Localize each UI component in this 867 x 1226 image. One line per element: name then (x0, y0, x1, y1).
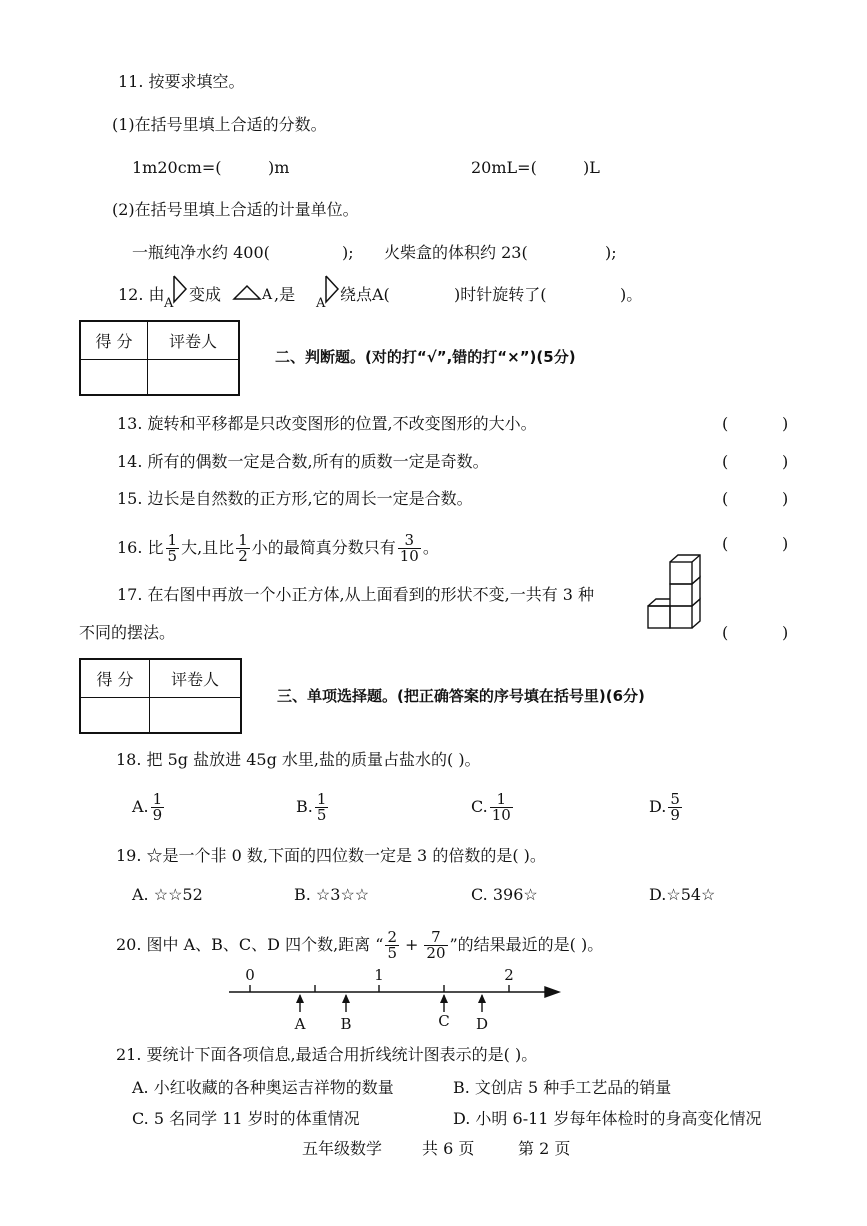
q20-text: 20. 图中 A、B、C、D 四个数,距离 “ $\frac{2}{5}$ + $\frac{7}{20}$ ”的结果最近的是( )。 (116, 928, 604, 962)
q12-point-label-1: A (164, 296, 174, 311)
score-label-2: 得 分 (80, 659, 150, 697)
score-box-1 (79, 320, 240, 396)
q21-option-d[interactable]: D. 小明 6-11 岁每年体检时的身高变化情况 (453, 1109, 762, 1128)
grader-label-2: 评卷人 (150, 659, 242, 697)
q17-text-2: 不同的摆法。 (79, 623, 176, 642)
point-label-b: B (340, 1015, 352, 1033)
score-cell-2[interactable] (80, 697, 150, 733)
grader-label: 评卷人 (148, 321, 240, 359)
q14-text: 14. 所有的偶数一定是合数,所有的质数一定是奇数。 (117, 452, 489, 471)
q13-text: 13. 旋转和平移都是只改变图形的位置,不改变图形的大小。 (117, 414, 537, 433)
q11-item-a-left: 1m20cm=( (132, 158, 222, 177)
section2-title: 二、判断题。(对的打“√”,错的打“×”)(5分) (275, 348, 576, 366)
q12-point-label-3: A (316, 296, 326, 311)
fraction-seven-twentieths: $\frac{7}{20}$ (426, 928, 446, 962)
tick-label-1: 1 (374, 966, 384, 984)
fraction-two-fifths: $\frac{2}{5}$ (387, 928, 397, 962)
fraction-one-half: $\frac{1}{2}$ (238, 531, 248, 565)
q11-title: 11. 按要求填空。 (118, 72, 245, 91)
q12-point-label-2: A (262, 287, 273, 303)
q11-item-b-right: )L (583, 158, 600, 177)
fraction-three-tenths: $\frac{3}{10}$ (399, 531, 419, 565)
q15-text: 15. 边长是自然数的正方形,它的周长一定是合数。 (117, 489, 473, 508)
q19-option-a[interactable]: A. ☆☆52 (132, 885, 203, 904)
q21-option-a[interactable]: A. 小红收藏的各种奥运吉祥物的数量 (132, 1078, 394, 1097)
score-box-2 (79, 658, 242, 734)
q12-text-5: )时针旋转了( (454, 285, 547, 304)
q19-option-d[interactable]: D.☆54☆ (649, 885, 716, 904)
number-line-figure (225, 962, 565, 1034)
q11-item-d-left: 火柴盒的体积约 23( (384, 243, 528, 262)
q19-option-b[interactable]: B. ☆3☆☆ (294, 885, 370, 904)
q19-text: 19. ☆是一个非 0 数,下面的四位数一定是 3 的倍数的是( )。 (116, 846, 546, 865)
fraction-one-fifth: $\frac{1}{5}$ (167, 531, 178, 565)
point-label-c: C (438, 1012, 450, 1030)
q11-item-d-right: ); (605, 243, 617, 262)
q11-item-c-left: 一瓶纯净水约 400( (132, 243, 270, 262)
score-label: 得 分 (80, 321, 148, 359)
point-label-a: A (294, 1015, 306, 1033)
q12-text-3: ,是 (274, 285, 296, 304)
q11-sub1: (1)在括号里填上合适的分数。 (112, 115, 327, 134)
point-label-d: D (475, 1015, 489, 1033)
grader-cell-2[interactable] (150, 697, 242, 733)
q11-item-a-right: )m (268, 158, 290, 177)
grader-cell[interactable] (148, 359, 240, 395)
q12-text-2: 变成 (189, 285, 222, 304)
cube-stack-figure (640, 552, 710, 634)
section3-title: 三、单项选择题。(把正确答案的序号填在括号里)(6分) (277, 687, 645, 705)
q11-item-b-left: 20mL=( (471, 158, 537, 177)
q18-option-c[interactable]: C. $\frac{1}{10}$ (471, 790, 511, 824)
q12-text-4: 绕点A( (340, 285, 390, 304)
q12-text-6: )。 (620, 285, 643, 304)
tick-label-2: 2 (504, 966, 514, 984)
q18-option-b[interactable]: B. $\frac{1}{5}$ (296, 790, 327, 824)
footer-page-number: 第 2 页 (518, 1139, 571, 1158)
footer-total-pages: 共 6 页 (422, 1139, 475, 1158)
q18-option-a[interactable]: A. $\frac{1}{9}$ (132, 790, 163, 824)
q16-text: 16. 比 $\frac{1}{5}$ 大,且比 $\frac{1}{2}$ 小的最简真分数只有 $\frac{3}{10}$ 。 (117, 531, 439, 565)
q21-option-c[interactable]: C. 5 名同学 11 岁时的体重情况 (132, 1109, 360, 1128)
tick-label-0: 0 (245, 966, 255, 984)
q17-text-1: 17. 在右图中再放一个小正方体,从上面看到的形状不变,一共有 3 种 (117, 585, 595, 604)
q19-option-c[interactable]: C. 396☆ (471, 885, 538, 904)
q12-text-1: 12. 由 (118, 285, 165, 304)
q11-item-c-right: ); (342, 243, 354, 262)
q18-text: 18. 把 5g 盐放进 45g 水里,盐的质量占盐水的( )。 (116, 750, 481, 769)
footer-subject: 五年级数学 (302, 1139, 383, 1158)
score-cell[interactable] (80, 359, 148, 395)
q18-option-d[interactable]: D. $\frac{5}{9}$ (649, 790, 680, 824)
rotated-triangle-icon (232, 282, 264, 302)
q21-option-b[interactable]: B. 文创店 5 种手工艺品的销量 (453, 1078, 672, 1097)
q11-sub2: (2)在括号里填上合适的计量单位。 (112, 200, 359, 219)
q21-text: 21. 要统计下面各项信息,最适合用折线统计图表示的是( )。 (116, 1045, 538, 1064)
